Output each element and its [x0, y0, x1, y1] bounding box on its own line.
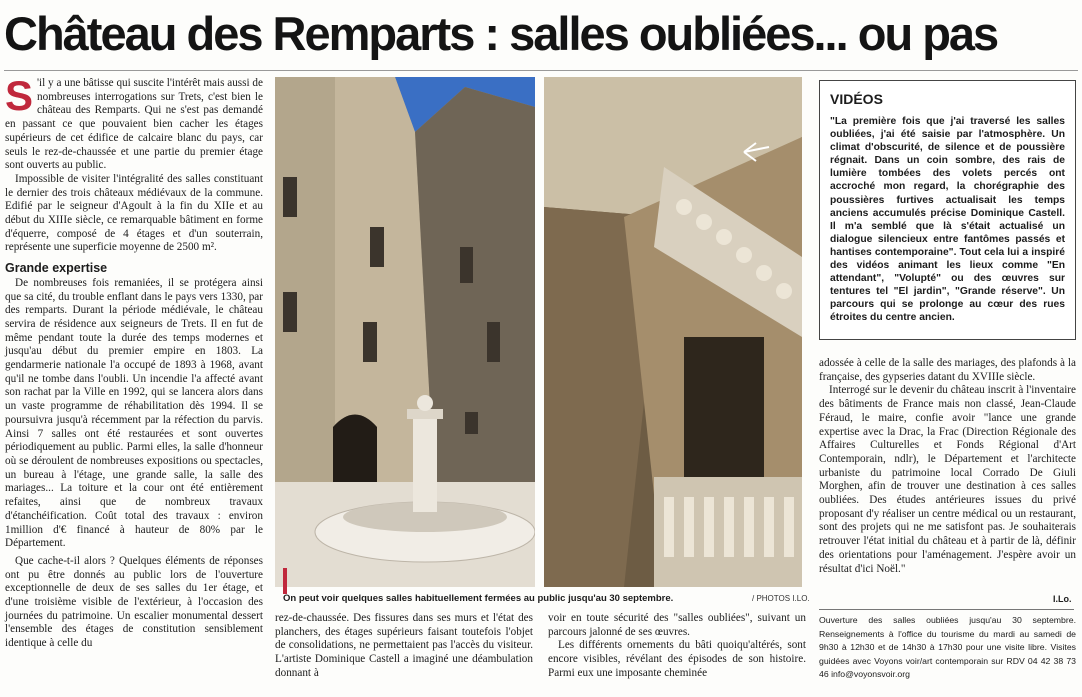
paragraph: De nombreuses fois remaniées, il se protégera ainsi que sa cité, du trouble enflant dans le pays vers 1330, par des remparts. Durant la période médiévale, le château servira de résidence aux seigneurs de Trets. Il en fut de même pendant toute la durée des temps modernes et jusqu'au début du premier empire en 1803. La gendarmerie nationale l'a occupé de 1893 à 1968, avant qu'il ne tombe dans l'oubli. Un incendie l'a affecté avant son rachat par la Ville en 1992, qui se lancera alors dans un vaste programme de réhabilitation dès 1994. Il se poursuivra jusqu'à récemment par la réfection du parvis. Ainsi 7 salles ont été restaurées et sont ouvertes périodiquement au public. Parmi elles, la salle d'honneur où se déroulent de nombreuses expositions ou spectacles, un bureau à l'étage, une grande salle, la salle des mariages... La toiture et la cour ont été entièrement refaites, ainsi que de nombreux travaux d'étanchéification. Coût total des travaux : environ 1million d'€ financé à hauteur de 80% par le Département. — [5, 276, 263, 550]
paragraph: Impossible de visiter l'intégralité des salles constituant le dernier des trois châteaux médiévaux de la commune. Edifié par le seigneur d'Agoult à la fin du XIIe et au début du XIIIe siècle, ce remarquable bâtiment en forme d'équerre, composé de 4 étages et d'un souterrain, représente une superficie moyenne de 2500 m². — [5, 172, 263, 254]
paragraph: Que cache-t-il alors ? Quelques éléments de réponses ont pu être donnés au public lors de l'ouverture exceptionnelle de deux de ses salles du 1er étage, et d'une troisième visible de l'extérieur, à l'occasion des journées du patrimoine. Un escalier monumental dessert l'ensemble des étages de constitution sensiblement identique à celle du — [5, 554, 263, 650]
headline-rule — [4, 70, 1078, 71]
videos-title: VIDÉOS — [830, 91, 883, 107]
paragraph: Interrogé sur le devenir du château inscrit à l'inventaire des bâtiments de France mais non classé, Jean-Claude Féraud, le maire, confie avoir "lance une grande expertise avec la Drac, la Frac (Direction Régionale des Affaires Culturelles et Fonds Régional d'Art Contemporain, ndlr), le Département et l'architecte urbaniste du patrimoine local Corrado De Giuli Morghen, afin de trouver une destination à ces salles oubliées. Des études antérieures issues du privé proposant d'y réaliser un centre médical ou un restaurant, sont des projets qui ne me satisfont pas. Je souhaiterais retrouver l'état initial du château et à partir de là, définir des orientations pour l'aménagement. J'espère avoir un résultat d'ici Noël." — [819, 384, 1076, 575]
article-column-1 — [5, 72, 263, 694]
dropcap: S — [5, 72, 34, 119]
intro-paragraph: S 'il y a une bâtisse qui suscite l'intérêt mais aussi de nombreuses interrogations sur Trets, c'est bien le château des Remparts. Qui ne s'est pas demandé en passant ce que pouvaient bien cacher les étages supérieurs de cet édifice de calcaire blanc du pays, car seuls le rez-de-chaussée et une partie du premier étage sont ouverts au public. — [5, 72, 263, 172]
paragraph: Les différents ornements du bâti quoiqu'altérés, sont encore visibles, révélant des épisodes de son histoire. Parmi eux une imposante cheminée — [548, 639, 806, 679]
article-column-2 — [275, 612, 533, 681]
author-signature: I.Lo. — [1053, 594, 1072, 604]
photo-caption: On peut voir quelques salles habituellement fermées au public jusqu'au 30 septembre. — [283, 593, 674, 604]
article-column-3 — [548, 612, 806, 681]
subheading: Grande expertise — [5, 261, 108, 276]
info-separator — [819, 609, 1074, 610]
photo-staircase — [544, 77, 802, 587]
article-column-4 — [819, 357, 1076, 576]
paragraph: voir en toute sécurité des "salles oubliées", suivant un parcours jalonné de ses œuvres. — [548, 612, 806, 638]
practical-info: Ouverture des salles oubliées jusqu'au 30 septembre. Renseignements à l'office du tourisme du mardi au samedi de 9h30 à 12h30 et de 14h30 à 17h30 pour une visite libre. Visites guidées avec Voyons voir/art contemporain sur RDV 04 42 38 73 46 info@voyonsvoir.org — [819, 615, 1076, 679]
photo-courtyard-fountain — [275, 77, 535, 587]
paragraph: adossée à celle de la salle des mariages, des plafonds à la française, des gypseries datant du XVIIIe siècle. — [819, 357, 1076, 383]
caption-marker — [283, 568, 287, 594]
videos-box — [819, 80, 1076, 340]
photo-credit: / PHOTOS I.LO. — [752, 594, 810, 603]
videos-body: "La première fois que j'ai traversé les salles oubliées, j'ai été saisie par l'atmosphère. Un climat d'obscurité, de silence et de poussière régnait. Dans un coin sombre, des rais de lumière tombées des volets percés ont accroché mon regard, la chorégraphie des poussières furtives actualisait les temps anciens accumulés précise Dominique Castell. Il m'a semblé que là s'était actualisé un dialogue silencieux entre fantômes passés et hantises contemporaine". Tout cela lui a inspiré des vidéos animant les lieux comme "En attendant", "Volupté" ou des œuvres sur tentures tel "El jardin", "Grande réserve". Un parcours qui se prolonge au cœur des rues étroites du centre ancien. — [830, 116, 1065, 324]
courtyard-illustration — [275, 77, 535, 587]
headline: Château des Remparts : salles oubliées... ou pas — [4, 7, 998, 60]
paragraph: rez-de-chaussée. Des fissures dans ses murs et l'état des planchers, des étages supérieurs faisant toutefois l'objet de consolidations, ne permettaient pas l'accès du visiteur. L'artiste Dominique Castell a imaginé une déambulation donnant à — [275, 612, 533, 679]
staircase-illustration — [544, 77, 802, 587]
